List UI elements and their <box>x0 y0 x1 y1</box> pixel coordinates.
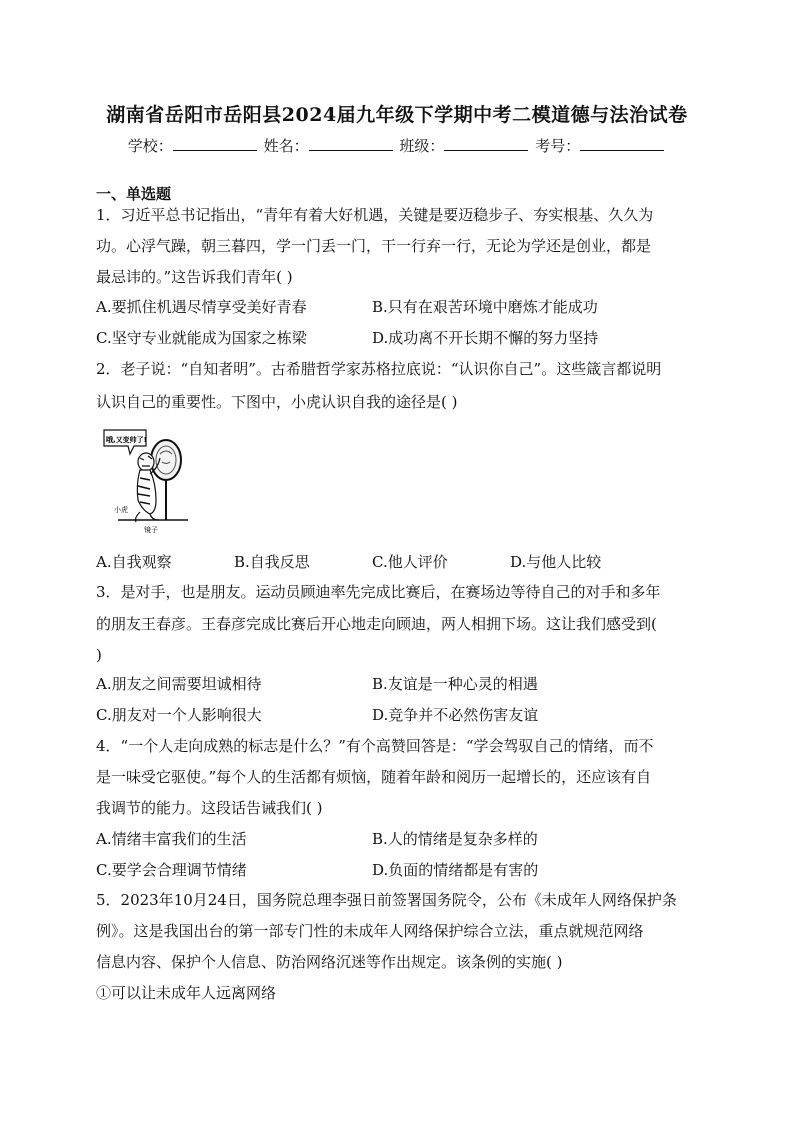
name-field[interactable] <box>309 136 393 151</box>
q4-option-c[interactable]: C.要学会合理调节情绪 <box>96 861 247 879</box>
q2-option-a[interactable]: A.自我观察 <box>96 553 172 571</box>
q1-option-a[interactable]: A.要抓住机遇尽情享受美好青春 <box>96 298 307 316</box>
exam-no-label: 考号： <box>535 137 581 155</box>
school-label: 学校： <box>127 137 173 155</box>
question-5-line-2: 例》。这是我国出台的第一部专门性的未成年人网络保护综合立法，重点就规范网络 <box>96 922 644 940</box>
name-label: 姓名： <box>263 137 309 155</box>
q3-option-a[interactable]: A.朋友之间需要坦诚相待 <box>96 675 262 693</box>
student-info-row <box>0 135 794 156</box>
question-5-line-3: 信息内容、保护个人信息、防治网络沉迷等作出规定。该条例的实施( ) <box>96 953 563 971</box>
question-2-line-2: 认识自己的重要性。下图中，小虎认识自我的途径是( ) <box>96 393 458 411</box>
q1-option-c[interactable]: C.坚守专业就能成为国家之栋梁 <box>96 329 307 347</box>
q2-option-c[interactable]: C.他人评价 <box>372 553 448 571</box>
q3-option-c[interactable]: C.朋友对一个人影响很大 <box>96 706 262 724</box>
question-4-line-2: 是一味受它驱使。”每个人的生活都有烦恼，随着年龄和阅历一起增长的，还应该有自 <box>96 768 652 786</box>
page-title: 湖南省岳阳市岳阳县2024届九年级下学期中考二模道德与法治试卷 <box>106 104 688 126</box>
q3-option-d[interactable]: D.竞争并不必然伤害友谊 <box>372 706 539 724</box>
question-3-line-3: ) <box>96 646 102 664</box>
q2-option-b[interactable]: B.自我反思 <box>234 553 310 571</box>
q3-option-b[interactable]: B.友谊是一种心灵的相遇 <box>372 675 538 693</box>
question-3-line-1: 3．是对手，也是朋友。运动员顾迪率先完成比赛后，在赛场边等待自己的对手和多年 <box>96 583 661 601</box>
class-field[interactable] <box>444 136 528 151</box>
exam-no-field[interactable] <box>580 136 664 151</box>
question-2-line-1: 2．老子说：“自知者明”。古希腊哲学家苏格拉底说：“认识你自己”。这些箴言都说明 <box>96 360 662 378</box>
mirror-label: 镜子 <box>144 526 158 534</box>
school-field[interactable] <box>173 136 257 151</box>
tiger-label: 小虎 <box>114 506 128 514</box>
q5-statement-1[interactable]: ①可以让未成年人远离网络 <box>96 984 277 1002</box>
class-label: 班级： <box>399 137 445 155</box>
q4-option-d[interactable]: D.负面的情绪都是有害的 <box>372 861 539 879</box>
q4-option-a[interactable]: A.情绪丰富我们的生活 <box>96 830 247 848</box>
q4-option-b[interactable]: B.人的情绪是复杂多样的 <box>372 830 538 848</box>
question-1-line-1: 1．习近平总书记指出，“青年有着大好机遇，关键是要迈稳步子、夯实根基、久久为 <box>96 206 654 224</box>
mirror-cartoon-image <box>100 424 190 540</box>
speech-text: 哦,又变帅了! <box>106 436 147 444</box>
section-title: 一、单选题 <box>96 185 172 203</box>
question-4-line-3: 我调节的能力。这段话告诫我们( ) <box>96 799 323 817</box>
question-1-line-2: 功。心浮气躁，朝三暮四，学一门丢一门，干一行弃一行，无论为学还是创业，都是 <box>96 237 652 255</box>
question-4-line-1: 4．“一个人走向成熟的标志是什么？”有个高赞回答是：“学会驾驭自己的情绪，而不 <box>96 737 654 755</box>
q1-option-b[interactable]: B.只有在艰苦环境中磨炼才能成功 <box>372 298 598 316</box>
question-5-line-1: 5．2023年10月24日，国务院总理李强日前签署国务院令，公布《未成年人网络保护条 <box>96 891 677 909</box>
question-3-line-2: 的朋友王春彦。王春彦完成比赛后开心地走向顾迪，两人相拥下场。这让我们感受到( <box>96 615 657 633</box>
q2-option-d[interactable]: D.与他人比较 <box>510 553 602 571</box>
q1-option-d[interactable]: D.成功离不开长期不懈的努力坚持 <box>372 329 599 347</box>
question-1-line-3: 最忌讳的。”这告诉我们青年( ) <box>96 268 293 286</box>
